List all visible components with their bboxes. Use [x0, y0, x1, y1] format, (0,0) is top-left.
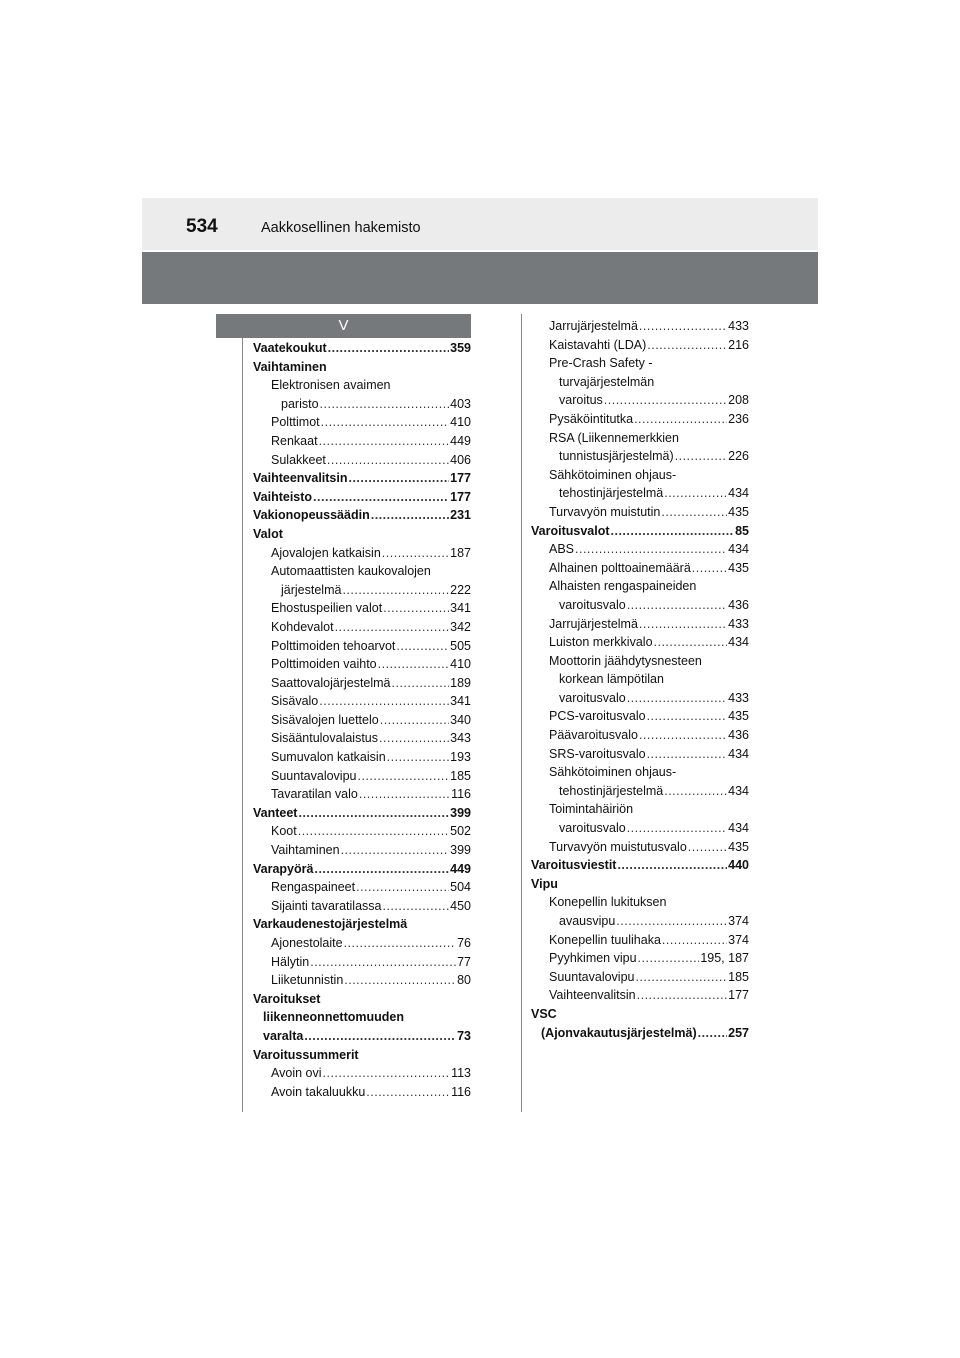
section-title: Aakkosellinen hakemisto [261, 220, 421, 236]
index-entry [531, 856, 749, 875]
dot-leader [662, 931, 727, 950]
dot-leader [359, 785, 450, 804]
entry-page-number: 374 [728, 914, 749, 928]
entry-term: varoitusvalo [559, 690, 626, 705]
entry-term: Varkaudenestojärjestelmä [253, 917, 408, 932]
dot-leader [639, 726, 727, 745]
index-entry [531, 317, 749, 336]
entry-term: Sähkötoiminen ohjaus- [549, 467, 677, 482]
dot-leader [617, 856, 727, 875]
entry-term: korkean lämpötilan [559, 672, 664, 687]
entry-page-number: 116 [451, 1084, 471, 1099]
entry-page-number: 208 [728, 393, 749, 408]
entry-term: Konepellin lukituksen [549, 895, 667, 910]
index-entry [253, 897, 471, 916]
entry-term: RSA (Liikennemerkkien [549, 430, 679, 445]
dot-leader [611, 522, 735, 541]
entry-page-number: 435 [728, 560, 749, 575]
entry-term: Liiketunnistin [271, 973, 344, 988]
entry-page-number: 440 [728, 858, 749, 873]
index-entry [531, 522, 749, 541]
entry-term: Pre-Crash Safety - [549, 356, 653, 371]
index-entry [253, 339, 471, 358]
entry-term: Polttimot [271, 415, 320, 430]
entry-page-number: 435 [728, 709, 749, 724]
entry-page-number: 410 [450, 657, 471, 672]
index-entry [253, 729, 471, 748]
dot-leader [575, 540, 727, 559]
index-entry [531, 596, 749, 615]
entry-page-number: 340 [450, 712, 471, 727]
entry-term: Vaihteenvalitsin [253, 471, 348, 486]
entry-term: Jarrujärjestelmä [549, 616, 638, 631]
entry-term: Sisääntulovalaistus [271, 731, 379, 746]
dot-leader [319, 432, 450, 451]
dot-leader [688, 838, 727, 857]
dot-leader [661, 503, 727, 522]
index-entry [253, 451, 471, 470]
entry-term: Päävaroitusvalo [549, 728, 638, 743]
entry-term: Sumuvalon katkaisin [271, 750, 386, 765]
entry-term: Moottorin jäähdytysnesteen [549, 653, 702, 668]
dot-leader [304, 1027, 456, 1046]
entry-page-number: 343 [450, 731, 471, 746]
index-entry [531, 652, 749, 671]
entry-page-number: 450 [450, 898, 471, 913]
dot-leader [675, 447, 728, 466]
entry-page-number: 406 [450, 452, 471, 467]
entry-term: Sulakkeet [271, 452, 326, 467]
dot-leader [647, 745, 728, 764]
dot-leader [348, 469, 449, 488]
dot-leader [380, 711, 449, 730]
entry-term: Vaihtaminen [271, 843, 340, 858]
dot-leader [635, 968, 727, 987]
index-entry [253, 841, 471, 860]
entry-term: Pyyhkimen vipu [549, 951, 637, 966]
dot-leader [344, 934, 457, 953]
entry-page-number: 374 [728, 932, 749, 947]
index-entry [253, 711, 471, 730]
dot-leader [654, 633, 728, 652]
entry-term: Polttimoiden vaihto [271, 657, 377, 672]
entry-term: Suuntavalovipu [271, 768, 357, 783]
entry-page-number: 193 [450, 750, 471, 765]
dot-leader [328, 339, 450, 358]
entry-page-number: 436 [728, 728, 749, 743]
entry-term: Sisävalojen luettelo [271, 712, 379, 727]
dot-leader [698, 1024, 728, 1043]
index-entry [253, 860, 471, 879]
dot-leader [616, 912, 727, 931]
index-entry [253, 804, 471, 823]
entry-page-number: 116 [451, 787, 471, 802]
index-entry [253, 915, 471, 934]
entry-term: Avoin takaluukku [271, 1084, 366, 1099]
entry-term: paristo [281, 396, 319, 411]
entry-term: tunnistusjärjestelmä) [559, 449, 674, 464]
dot-leader [314, 860, 449, 879]
entry-page-number: 177 [450, 489, 471, 504]
entry-page-number: 403 [450, 396, 471, 411]
index-entry [531, 726, 749, 745]
dot-leader [335, 618, 450, 637]
index-entry [531, 986, 749, 1005]
dot-leader [310, 953, 456, 972]
dot-leader [692, 559, 727, 578]
index-entry [531, 577, 749, 596]
entry-term: järjestelmä [281, 582, 342, 597]
entry-page-number: 399 [450, 843, 471, 858]
dot-leader [356, 878, 449, 897]
entry-page-number: 195, 187 [700, 951, 749, 966]
entry-term: Automaattisten kaukovalojen [271, 564, 431, 579]
index-entry [531, 819, 749, 838]
index-entry [531, 484, 749, 503]
entry-page-number: 216 [728, 337, 749, 352]
entry-page-number: 434 [728, 542, 749, 557]
dot-leader [313, 488, 449, 507]
entry-page-number: 433 [728, 319, 749, 333]
entry-term: Varoitussummerit [253, 1047, 359, 1062]
dot-leader [382, 897, 449, 916]
index-column-right [531, 317, 749, 1042]
index-entry [531, 782, 749, 801]
entry-term: Konepellin tuulihaka [549, 932, 661, 947]
entry-page-number: 177 [450, 471, 471, 486]
entry-term: Toimintahäiriön [549, 802, 634, 817]
entry-term: Ajovalojen katkaisin [271, 545, 381, 560]
entry-page-number: 77 [457, 954, 471, 969]
dot-leader [392, 674, 450, 693]
dot-leader [323, 1064, 451, 1083]
entry-term: Varapyörä [253, 861, 314, 876]
entry-term: Renkaat [271, 433, 318, 448]
dot-leader [627, 689, 727, 708]
entry-term: Saattovalojärjestelmä [271, 675, 391, 690]
dot-leader [378, 655, 450, 674]
dot-leader [379, 729, 449, 748]
entry-page-number: 505 [450, 638, 471, 653]
entry-page-number: 434 [728, 821, 749, 836]
entry-page-number: 359 [450, 341, 471, 355]
index-entry [531, 503, 749, 522]
index-entry [253, 1027, 471, 1046]
entry-page-number: 187 [450, 545, 471, 560]
entry-page-number: 502 [450, 824, 471, 839]
column-rule-middle [521, 314, 522, 1112]
entry-term: ABS [549, 542, 575, 557]
entry-term: liikenneonnettomuuden [263, 1010, 404, 1025]
index-entry [253, 953, 471, 972]
entry-page-number: 85 [735, 523, 749, 538]
entry-term: Sisävalo [271, 694, 319, 709]
index-entry [531, 745, 749, 764]
index-entry [253, 767, 471, 786]
entry-page-number: 80 [457, 973, 471, 988]
entry-page-number: 342 [450, 619, 471, 634]
entry-page-number: 434 [728, 486, 749, 501]
index-entry [531, 689, 749, 708]
index-entry [253, 878, 471, 897]
entry-page-number: 449 [450, 433, 471, 448]
dot-leader [647, 336, 727, 355]
index-entry [531, 875, 749, 894]
index-entry [531, 447, 749, 466]
index-entry [531, 949, 749, 968]
index-entry [253, 1008, 471, 1027]
entry-term: varalta [263, 1028, 304, 1043]
dot-leader [634, 410, 727, 429]
entry-page-number: 504 [450, 880, 471, 895]
index-entry [253, 785, 471, 804]
entry-term: varoitusvalo [559, 821, 626, 836]
dot-leader [627, 596, 727, 615]
index-entry [253, 655, 471, 674]
index-entry [531, 633, 749, 652]
entry-page-number: 231 [450, 508, 471, 523]
dot-leader [341, 841, 450, 860]
index-entry [253, 581, 471, 600]
index-entry [531, 410, 749, 429]
dot-leader [639, 317, 727, 336]
entry-term: Turvavyön muistutusvalo [549, 839, 687, 854]
index-entry [253, 469, 471, 488]
index-entry [531, 466, 749, 485]
index-entry [253, 562, 471, 581]
entry-page-number: 185 [728, 969, 749, 984]
entry-term: Vaihteenvalitsin [549, 988, 636, 1003]
index-entry [253, 544, 471, 563]
index-entry [531, 912, 749, 931]
header-band [142, 252, 818, 304]
index-entry [253, 1046, 471, 1065]
index-entry [253, 618, 471, 637]
entry-page-number: 399 [450, 805, 471, 820]
entry-term: Vakionopeussäädin [253, 508, 370, 523]
entry-page-number: 410 [450, 415, 471, 430]
dot-leader [627, 819, 727, 838]
dot-leader [664, 782, 727, 801]
index-entry [253, 488, 471, 507]
index-entry [531, 391, 749, 410]
dot-leader [357, 767, 449, 786]
entry-page-number: 222 [450, 582, 471, 597]
entry-term: Vipu [531, 876, 558, 891]
index-entry [253, 413, 471, 432]
entry-term: Vaihtaminen [253, 359, 327, 374]
entry-term: SRS-varoitusvalo [549, 746, 646, 761]
entry-term: VSC [531, 1006, 557, 1021]
dot-leader [396, 637, 449, 656]
index-entry [253, 674, 471, 693]
page-header [142, 198, 818, 250]
index-entry [253, 692, 471, 711]
index-entry [531, 893, 749, 912]
dot-leader [344, 971, 456, 990]
entry-page-number: 113 [451, 1066, 471, 1081]
index-entry [531, 615, 749, 634]
entry-term: Sijainti tavaratilassa [271, 898, 382, 913]
entry-term: Luiston merkkivalo [549, 635, 653, 650]
dot-leader [604, 391, 727, 410]
entry-page-number: 189 [450, 675, 471, 690]
dot-leader [298, 822, 449, 841]
entry-page-number: 341 [450, 694, 471, 709]
entry-term: Ehostuspeilien valot [271, 601, 383, 616]
index-entry [253, 525, 471, 544]
dot-leader [320, 395, 450, 414]
dot-leader [647, 707, 728, 726]
entry-term: varoitus [559, 393, 603, 408]
entry-term: Jarrujärjestelmä [549, 319, 638, 333]
index-entry [253, 358, 471, 377]
entry-term: varoitusvalo [559, 597, 626, 612]
dot-leader [387, 748, 449, 767]
entry-term: Varoitukset [253, 991, 321, 1006]
entry-page-number: 433 [728, 690, 749, 705]
entry-page-number: 434 [728, 783, 749, 798]
dot-leader [342, 581, 449, 600]
entry-term: Pysäköintitutka [549, 411, 634, 426]
dot-leader [637, 986, 728, 1005]
entry-page-number: 236 [728, 411, 749, 426]
entry-term: PCS-varoitusvalo [549, 709, 646, 724]
entry-page-number: 177 [728, 988, 749, 1003]
dot-leader [366, 1083, 450, 1102]
entry-page-number: 185 [450, 768, 471, 783]
index-column-left [253, 339, 471, 1101]
entry-term: Kaistavahti (LDA) [549, 337, 647, 352]
index-entry [531, 540, 749, 559]
dot-leader [382, 544, 449, 563]
entry-term: Alhainen polttoainemäärä [549, 560, 691, 575]
dot-leader [383, 599, 449, 618]
entry-term: Vanteet [253, 805, 298, 820]
index-entry [253, 506, 471, 525]
entry-page-number: 449 [450, 861, 471, 876]
dot-leader [664, 484, 727, 503]
index-entry [531, 931, 749, 950]
index-entry [253, 395, 471, 414]
index-entry [531, 800, 749, 819]
index-entry [253, 990, 471, 1009]
dot-leader [638, 949, 700, 968]
entry-term: tehostinjärjestelmä [559, 486, 664, 501]
index-entry [253, 748, 471, 767]
index-entry [253, 637, 471, 656]
dot-leader [298, 804, 449, 823]
index-entry [253, 599, 471, 618]
entry-term: Polttimoiden tehoarvot [271, 638, 396, 653]
index-entry [531, 707, 749, 726]
index-entry [253, 1083, 471, 1102]
index-entry [531, 429, 749, 448]
entry-term: Koot [271, 824, 297, 839]
index-entry [253, 971, 471, 990]
entry-term: Tavaratilan valo [271, 787, 358, 802]
index-entry [253, 934, 471, 953]
dot-leader [639, 615, 727, 634]
index-entry [531, 1024, 749, 1043]
entry-term: Hälytin [271, 954, 310, 969]
entry-term: Suuntavalovipu [549, 969, 635, 984]
entry-page-number: 73 [457, 1028, 471, 1043]
entry-term: Valot [253, 526, 283, 541]
index-entry [253, 1064, 471, 1083]
entry-term: Elektronisen avaimen [271, 378, 391, 393]
entry-term: Turvavyön muistutin [549, 504, 661, 519]
entry-page-number: 226 [728, 449, 749, 464]
index-letter-heading: V [216, 314, 471, 338]
entry-page-number: 341 [450, 601, 471, 616]
index-entry [531, 838, 749, 857]
entry-term: Alhaisten rengaspaineiden [549, 579, 697, 594]
entry-page-number: 434 [728, 746, 749, 761]
entry-page-number: 435 [728, 839, 749, 854]
entry-term: turvajärjestelmän [559, 374, 655, 389]
entry-page-number: 433 [728, 616, 749, 631]
entry-term: Sähkötoiminen ohjaus- [549, 765, 677, 780]
dot-leader [321, 413, 450, 432]
dot-leader [319, 692, 449, 711]
index-entry [531, 1005, 749, 1024]
page-number: 534 [186, 216, 218, 237]
entry-term: Varoitusviestit [531, 858, 617, 873]
entry-term: (Ajonvakautusjärjestelmä) [541, 1025, 697, 1040]
entry-page-number: 436 [728, 597, 749, 612]
entry-term: Ajonestolaite [271, 936, 343, 950]
entry-page-number: 435 [728, 504, 749, 519]
entry-page-number: 257 [728, 1025, 749, 1040]
entry-term: Avoin ovi [271, 1066, 322, 1081]
index-entry [531, 670, 749, 689]
index-entry [531, 763, 749, 782]
index-entry [531, 373, 749, 392]
entry-term: Kohdevalot [271, 619, 334, 634]
index-entry [253, 376, 471, 395]
entry-term: Varoitusvalot [531, 523, 610, 538]
dot-leader [327, 451, 449, 470]
index-entry [531, 336, 749, 355]
entry-page-number: 434 [728, 635, 749, 650]
index-entry [253, 432, 471, 451]
index-entry [253, 822, 471, 841]
index-entry [531, 968, 749, 987]
dot-leader [371, 506, 449, 525]
entry-term: Vaihteisto [253, 489, 313, 504]
entry-term: Rengaspaineet [271, 880, 356, 895]
index-entry [531, 354, 749, 373]
entry-term: Vaatekoukut [253, 341, 327, 355]
index-entry [531, 559, 749, 578]
entry-term: avausvipu [559, 914, 616, 928]
column-rule-left [242, 338, 243, 1112]
entry-term: tehostinjärjestelmä [559, 783, 664, 798]
entry-page-number: 76 [457, 936, 471, 950]
